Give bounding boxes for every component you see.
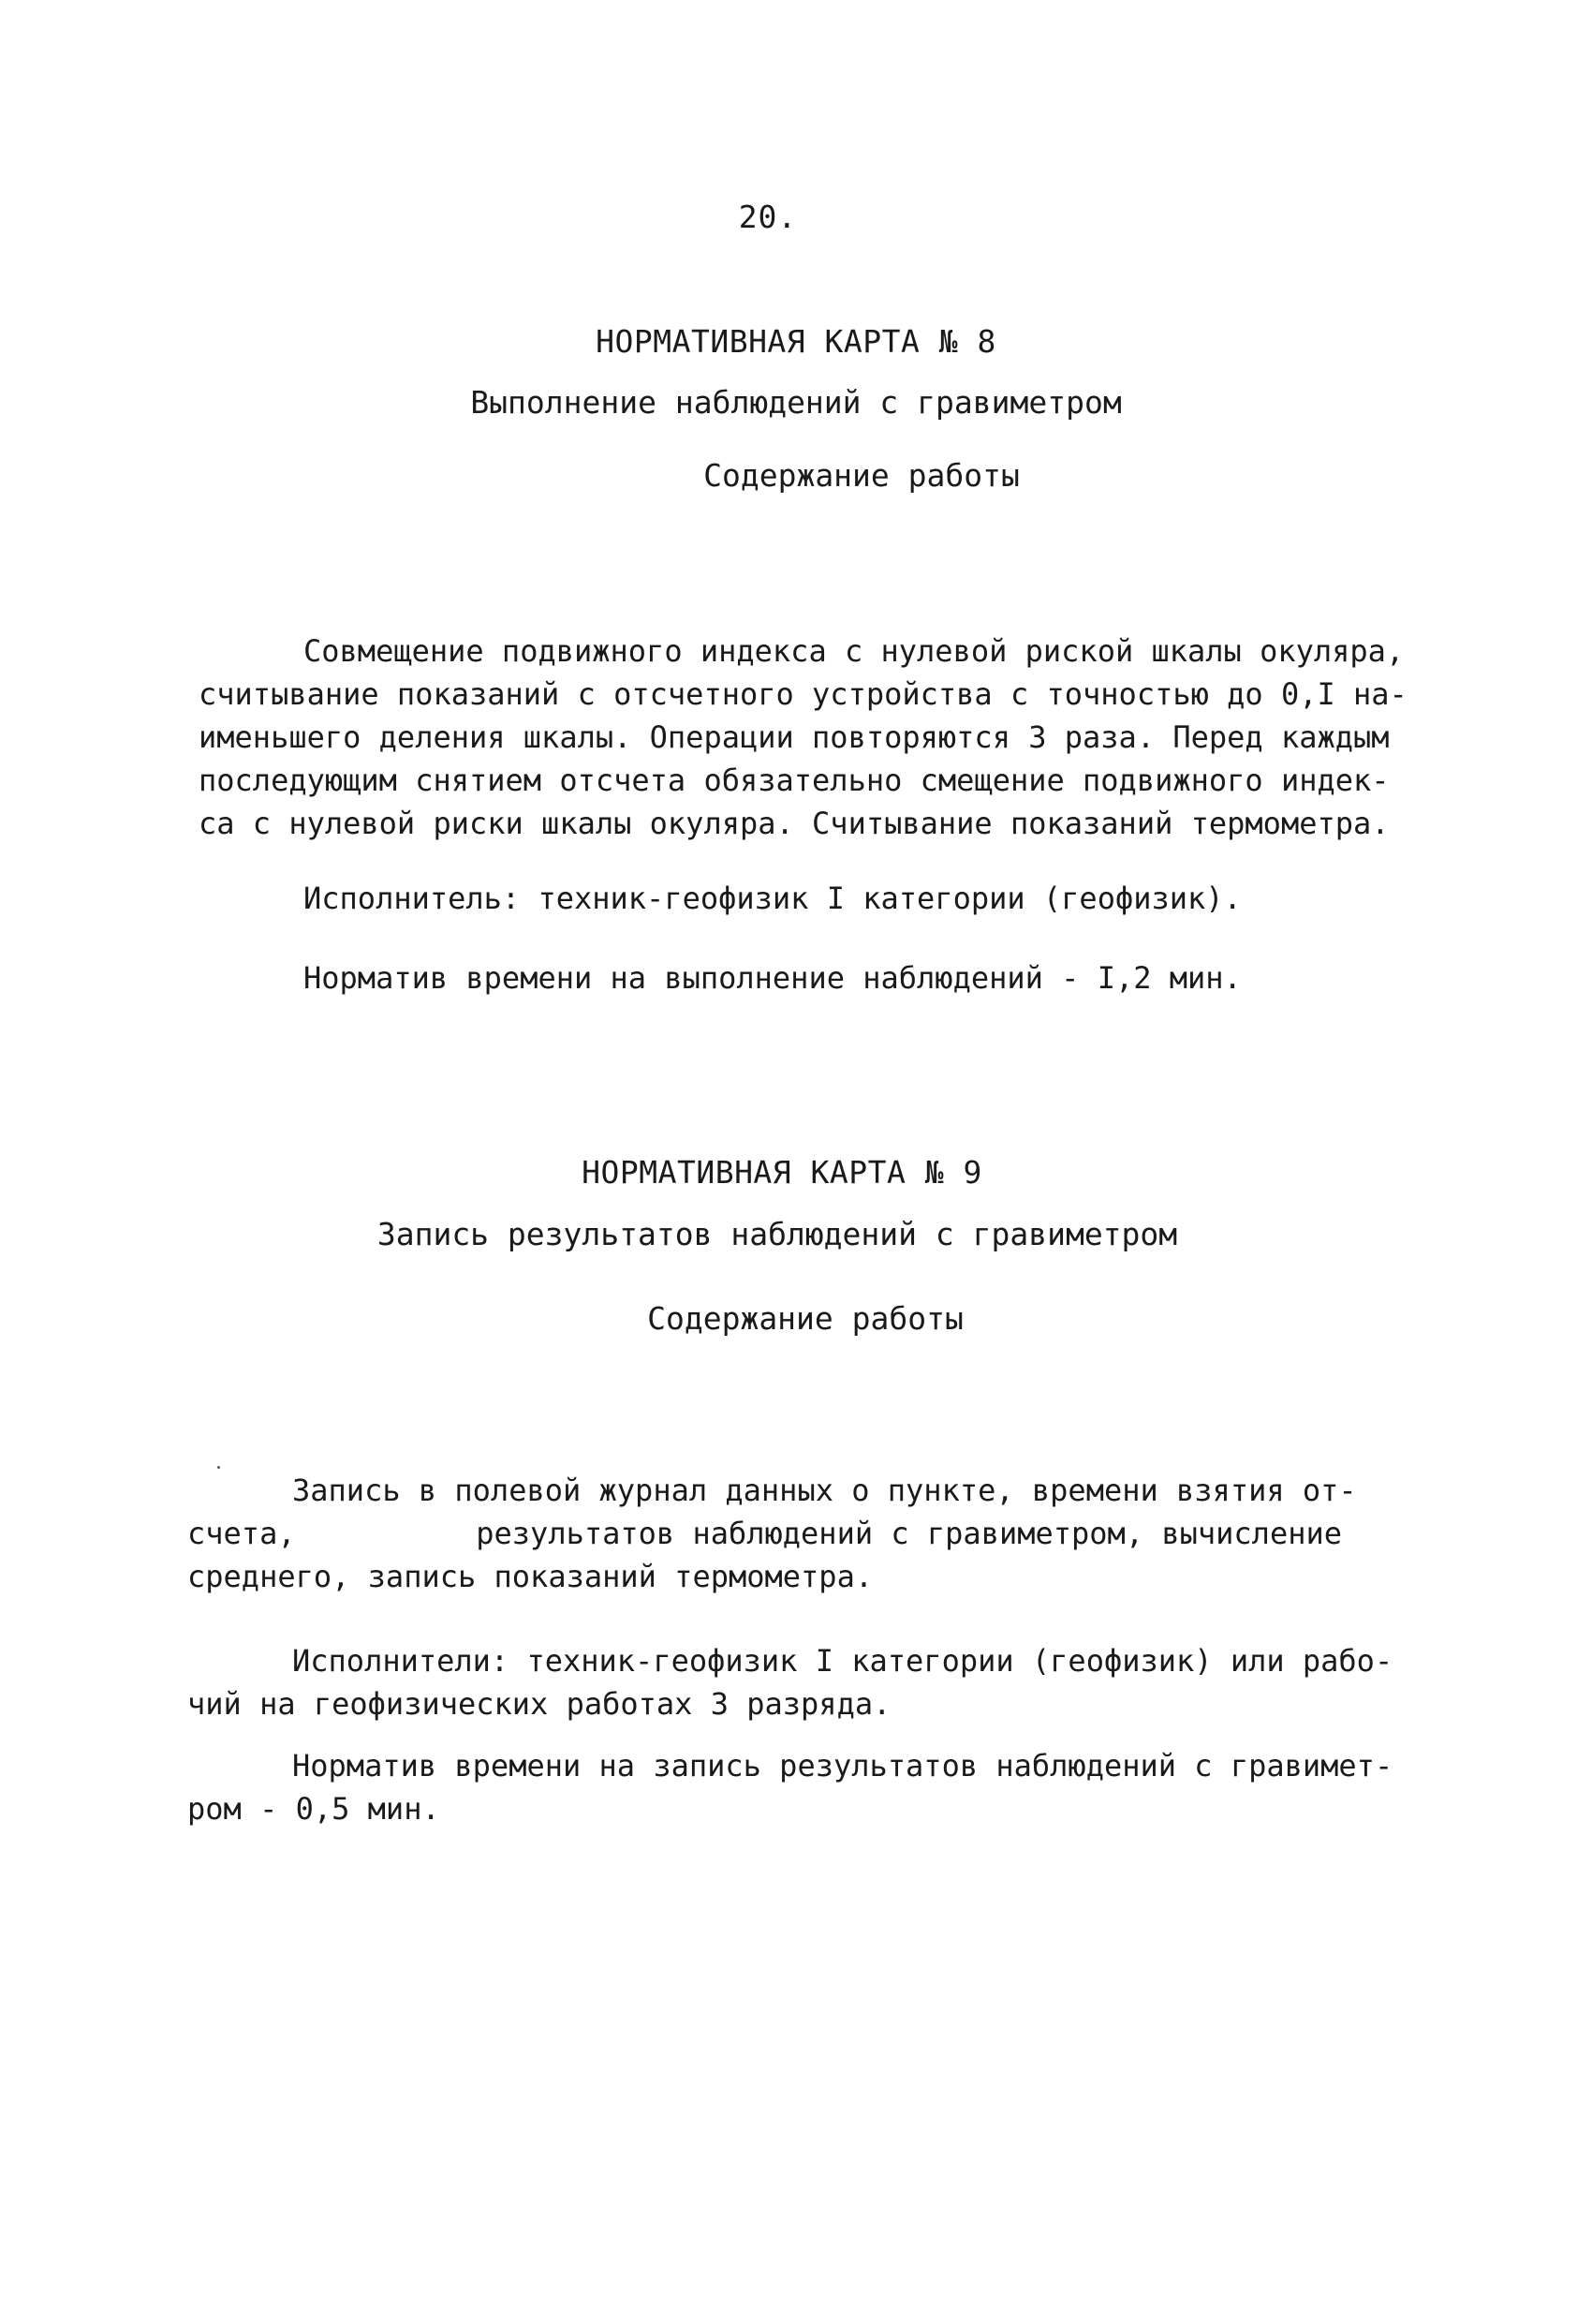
card-8-content [199, 629, 1408, 845]
card-9-content-line: среднего, запись показаний термометра. [187, 1559, 874, 1594]
card-9-title: НОРМАТИВНАЯ КАРТА № 9 [582, 1154, 982, 1191]
card-8-time-norm: Норматив времени на выполнение наблюдений - I,2 мин. [303, 960, 1242, 996]
card-8-content-line: Совмещение подвижного индекса с нулевой риской шкалы окуляра, [303, 633, 1405, 669]
card-8-section-heading: Содержание работы [703, 457, 1020, 494]
card-9-performers-line: Исполнители: техник-геофизик I категории (геофизик) или рабо- [292, 1643, 1393, 1679]
card-8-subtitle: Выполнение наблюдений с гравиметром [470, 384, 1122, 421]
card-8-content-line: считывание показаний с отсчетного устройства с точностью до 0,I на- [199, 676, 1408, 712]
card-9-subtitle: Запись результатов наблюдений с гравиметром [376, 1216, 1178, 1252]
card-9-section-heading: Содержание работы [647, 1300, 964, 1337]
card-9-content [187, 1469, 1357, 1598]
card-9-time-norm-line: Норматив времени на запись результатов наблюдений с гравимет- [292, 1748, 1393, 1784]
card-8-performer: Исполнитель: техник-геофизик I категории (геофизик). [303, 881, 1242, 916]
card-9-performers [187, 1639, 1393, 1725]
card-9-time-norm-line: ром - 0,5 мин. [187, 1791, 440, 1827]
card-9-time-norm [187, 1744, 1393, 1830]
card-8-content-line: именьшего деления шкалы. Операции повторяются 3 раза. Перед каждым [199, 719, 1390, 755]
page-number: 20. [738, 199, 798, 235]
card-9-content-line: Запись в полевой журнал данных о пункте, времени взятия от- [292, 1473, 1357, 1508]
card-9-content-line: счета, результатов наблюдений с гравиметром, вычисление [187, 1516, 1342, 1551]
card-8-content-line: са с нулевой риски шкалы окуляра. Считывание показаний термометра. [199, 806, 1390, 841]
card-9-performers-line: чий на геофизических работах 3 разряда. [187, 1686, 892, 1722]
card-8-content-line: последующим снятием отсчета обязательно смещение подвижного индек- [199, 762, 1390, 798]
card-8-title: НОРМАТИВНАЯ КАРТА № 8 [596, 323, 996, 360]
